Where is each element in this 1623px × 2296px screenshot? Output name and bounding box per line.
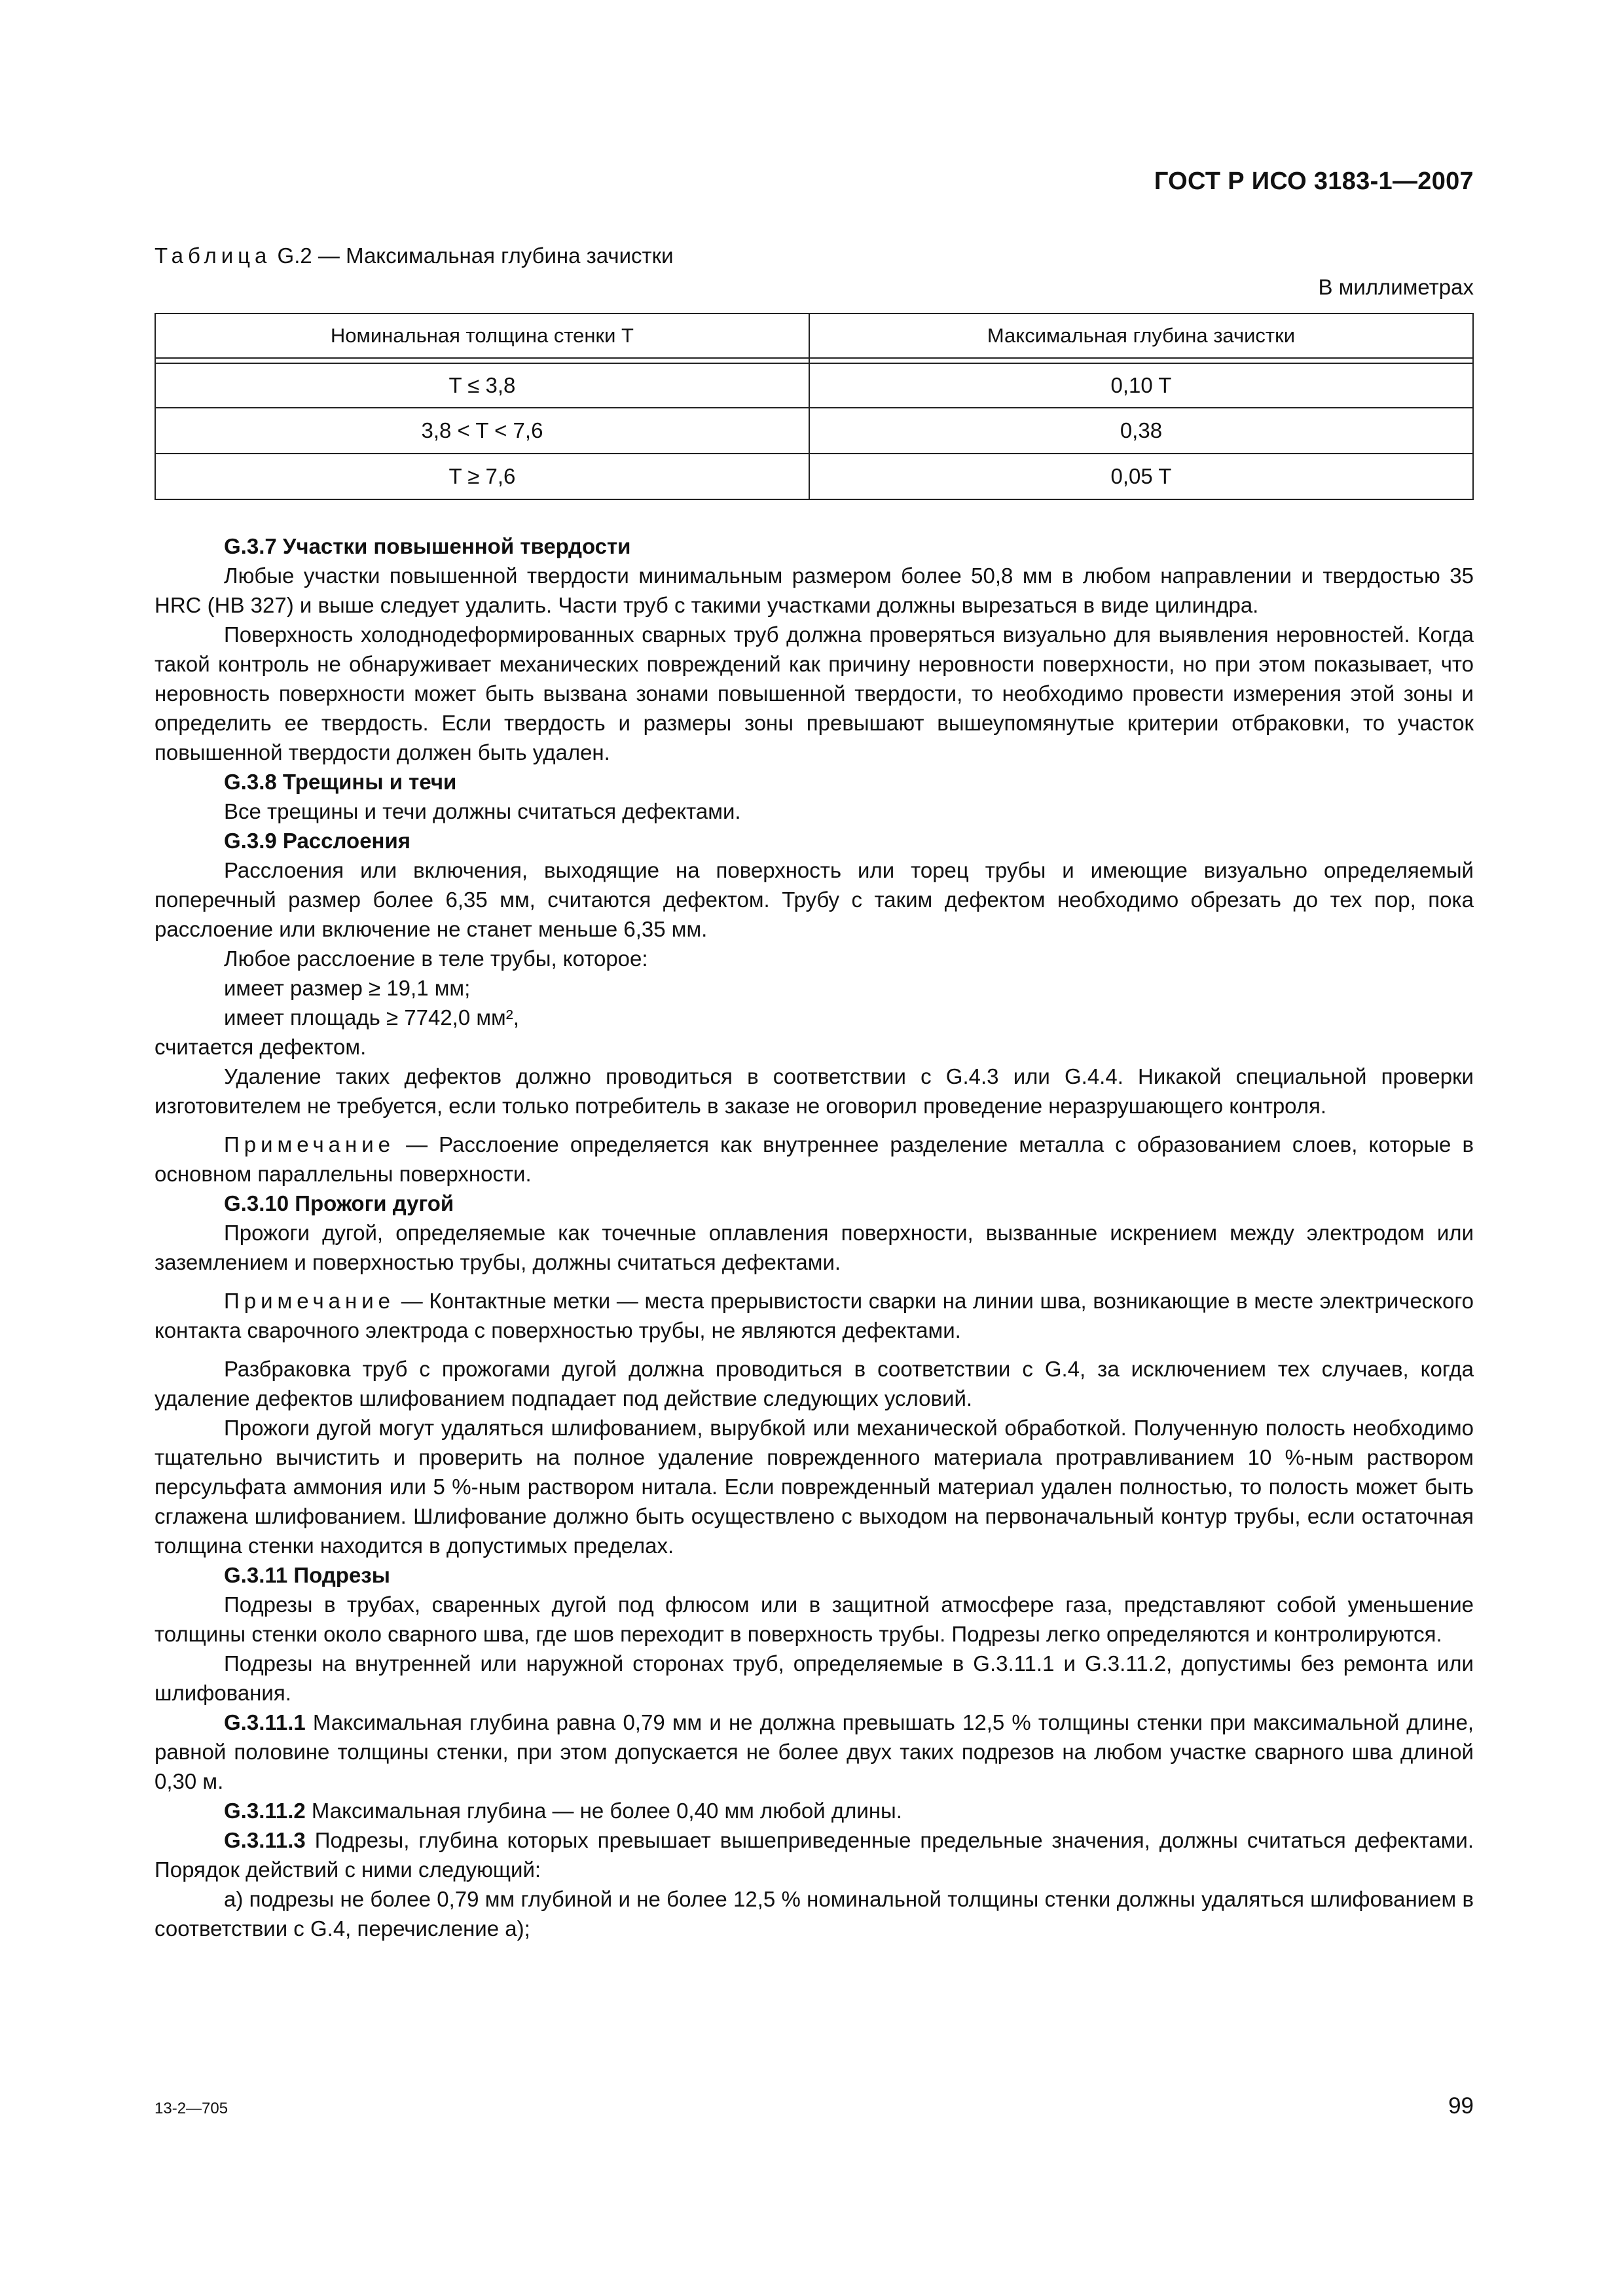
column-header-thickness: Номинальная толщина стенки T	[155, 314, 809, 358]
table-row	[155, 363, 1473, 408]
sheet-code: 13-2—705	[155, 2100, 228, 2117]
table-row	[155, 408, 1473, 454]
section-heading-g37: G.3.7 Участки повышенной твердости	[224, 534, 631, 558]
page-number: 99	[1448, 2093, 1474, 2119]
table-units: В миллиметрах	[1318, 275, 1474, 299]
table-caption	[155, 243, 674, 268]
cell-depth: 0,05 T	[809, 454, 1473, 499]
clause-text: Максимальная глубина — не более 0,40 мм любой длины.	[305, 1799, 902, 1823]
header-separator	[155, 358, 1473, 363]
paragraph: Прожоги дугой, определяемые как точечные оплавления поверхности, вызванные искрением между электродом или заземлением и поверхностью трубы, должны считаться дефектами.	[155, 1221, 1474, 1274]
paragraph: считается дефектом.	[155, 1035, 367, 1059]
table-caption-label: Таблица	[155, 243, 272, 268]
section-heading-g311: G.3.11 Подрезы	[224, 1563, 390, 1587]
clause-g3112	[155, 1796, 1474, 1825]
note-label: Примечание	[224, 1289, 395, 1313]
paragraph: Любое расслоение в теле трубы, которое:	[224, 946, 648, 971]
list-item: имеет размер ≥ 19,1 мм;	[224, 976, 471, 1000]
clause-g3111	[155, 1708, 1474, 1796]
clause-number: G.3.11.3	[224, 1828, 306, 1852]
clause-number: G.3.11.1	[224, 1710, 306, 1734]
paragraph: Любые участки повышенной твердости минимальным размером более 50,8 мм в любом направлении и твердостью 35 HRC (HB 327) и выше следует удалить. Части труб с такими участками должны вырезаться в виде цилиндра.	[155, 564, 1474, 617]
paragraph: Поверхность холоднодеформированных сварных труб должна проверяться визуально для выявления неровностей. Когда такой контроль не обнаруживает механических повреждений как причину неровности поверхности, но при этом показывает, что неровность поверхности может быть вызвана зонами повышенной твердости, то необходимо провести измерения этой зоны и определить ее твердость. Если твердость и размеры зоны превышают вышеупомянутые критерии отбраковки, то участок повышенной твердости должен быть удален.	[155, 622, 1474, 764]
note	[155, 1130, 1474, 1189]
column-header-depth: Максимальная глубина зачистки	[809, 314, 1473, 358]
paragraph: Удаление таких дефектов должно проводиться в соответствии с G.4.3 или G.4.4. Никакой специальной проверки изготовителем не требуется, если только потребитель в заказе не оговорил проведение неразрушающего контроля.	[155, 1064, 1474, 1118]
standard-designation: ГОСТ Р ИСО 3183-1—2007	[1154, 168, 1474, 195]
paragraph: Подрезы в трубах, сваренных дугой под флюсом или в защитной атмосфере газа, представляют собой уменьшение толщины стенки около сварного шва, где шов переходит в поверхность трубы. Подрезы легко определяются и контролируются.	[155, 1592, 1474, 1646]
depth-table	[155, 313, 1474, 500]
paragraph: Разбраковка труб с прожогами дугой должна проводиться в соответствии с G.4, за исключением тех случаев, когда удаление дефектов шлифованием подпадает под действие следующих условий.	[155, 1357, 1474, 1410]
cell-depth: 0,38	[809, 408, 1473, 454]
cell-thickness: T ≥ 7,6	[155, 454, 809, 499]
cell-thickness: T ≤ 3,8	[155, 363, 809, 408]
note-text: — Контактные метки — места прерывистости сварки на линии шва, возникающие в месте электрического контакта сварочного электрода с поверхностью трубы, не являются дефектами.	[155, 1289, 1474, 1342]
clause-number: G.3.11.2	[224, 1799, 306, 1823]
list-item: имеет площадь ≥ 7742,0 мм²,	[224, 1005, 519, 1030]
paragraph: Расслоения или включения, выходящие на поверхность или торец трубы и имеющие визуально определяемый поперечный размер более 6,35 мм, считаются дефектом. Трубу с таким дефектом необходимо обрезать до тех пор, пока расслоение или включение не станет меньше 6,35 мм.	[155, 858, 1474, 941]
section-heading-g38: G.3.8 Трещины и течи	[224, 770, 457, 794]
table-caption-title: G.2 — Максимальная глубина зачистки	[271, 243, 674, 268]
cell-depth: 0,10 T	[809, 363, 1473, 408]
note	[155, 1286, 1474, 1345]
paragraph: Подрезы на внутренней или наружной сторонах труб, определяемые в G.3.11.1 и G.3.11.2, допустимы без ремонта или шлифования.	[155, 1651, 1474, 1705]
paragraph: Прожоги дугой могут удаляться шлифованием, вырубкой или механической обработкой. Полученную полость необходимо тщательно вычистить и проверить на полное удаление поврежденного материала протравливанием 10 %-ным раствором персульфата аммония или 5 %-ным раствором нитала. Если поврежденный материал удален полностью, то полость может быть сглажена шлифованием. Шлифование должно быть осуществлено с выходом на первоначальный контур трубы, если остаточная толщина стенки находится в допустимых пределах.	[155, 1416, 1474, 1558]
cell-thickness: 3,8 < T < 7,6	[155, 408, 809, 454]
body-text	[155, 531, 1474, 1943]
clause-text: Максимальная глубина равна 0,79 мм и не должна превышать 12,5 % толщины стенки при максимальной длине, равной половине толщины стенки, при этом допускается не более двух таких подрезов на любом участке сварного шва длиной 0,30 м.	[155, 1710, 1474, 1793]
clause-text: Подрезы, глубина которых превышает вышеприведенные предельные значения, должны считаться дефектами. Порядок действий с ними следующий:	[155, 1828, 1474, 1882]
note-text: — Расслоение определяется как внутреннее разделение металла с образованием слоев, которые в основном параллельны поверхности.	[155, 1132, 1474, 1186]
note-label: Примечание	[224, 1132, 395, 1157]
section-heading-g310: G.3.10 Прожоги дугой	[224, 1191, 454, 1215]
paragraph: Все трещины и течи должны считаться дефектами.	[224, 799, 741, 823]
clause-g3113	[155, 1825, 1474, 1884]
section-heading-g39: G.3.9 Расслоения	[224, 829, 411, 853]
table-row	[155, 454, 1473, 499]
list-item: а) подрезы не более 0,79 мм глубиной и не более 12,5 % номинальной толщины стенки должны удаляться шлифованием в соответствии с G.4, перечисление а);	[155, 1887, 1474, 1941]
